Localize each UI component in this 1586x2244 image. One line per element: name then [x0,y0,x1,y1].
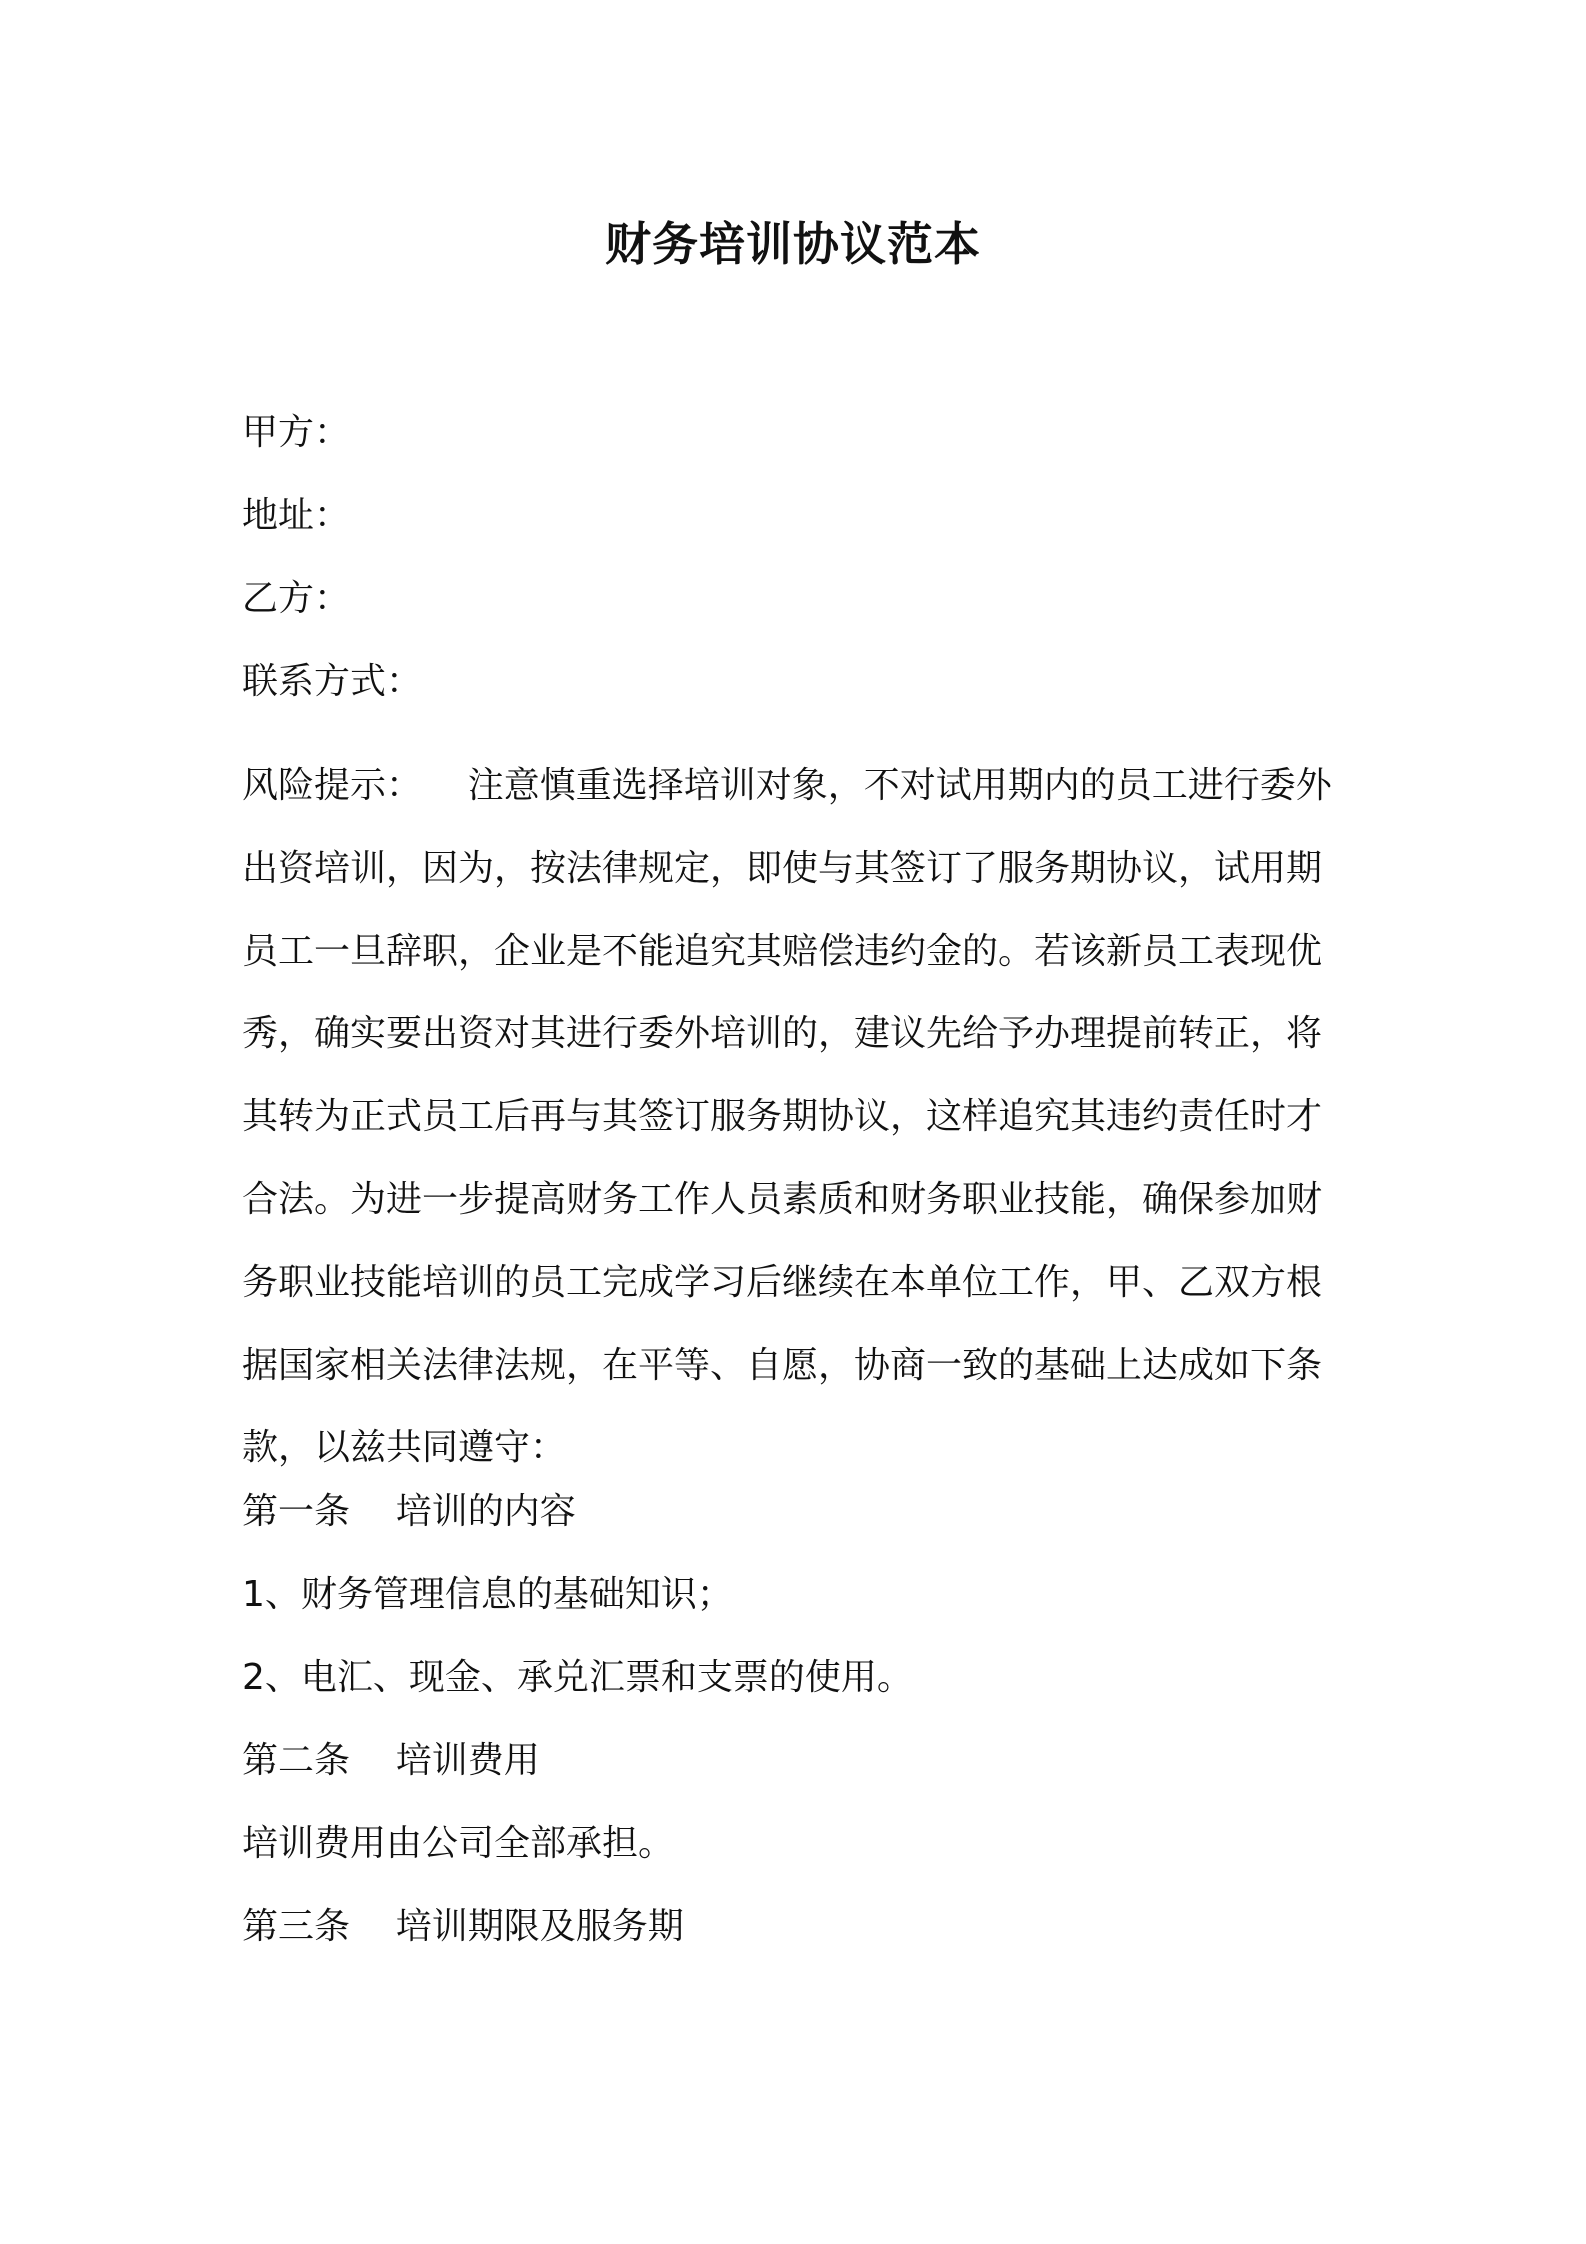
address-field: 地址： [242,495,351,536]
paragraph-line: 据国家相关法律法规，在平等、自愿，协商一致的基础上达成如下条 [242,1344,1323,1386]
paragraph-line: 合法。为进一步提高财务工作人员素质和财务职业技能，确保参加财 [242,1178,1323,1220]
article-2-body: 培训费用由公司全部承担。 [242,1823,675,1864]
paragraph-line: 秀，确实要出资对其进行委外培训的，建议先给予办理提前转正，将 [242,1013,1323,1055]
article-2-heading: 第二条 培训费用 [242,1740,540,1781]
paragraph-line: 出资培训，因为，按法律规定，即使与其签订了服务期协议，试用期 [242,847,1323,889]
article-1-item-2: 2、电汇、现金、承兑汇票和支票的使用。 [242,1657,913,1698]
contact-field: 联系方式： [242,661,423,702]
paragraph-line: 款，以兹共同遵守： [242,1427,567,1469]
article-3-heading: 第三条 培训期限及服务期 [242,1906,684,1947]
paragraph-line: 风险提示： 注意慎重选择培训对象，不对试用期内的员工进行委外 [242,765,1332,806]
article-1-item-1: 1、财务管理信息的基础知识； [242,1574,733,1615]
party-a-field: 甲方： [242,412,351,453]
risk-paragraph [242,745,1357,1490]
paragraph-line: 员工一旦辞职，企业是不能追究其赔偿违约金的。若该新员工表现优 [242,930,1323,972]
article-1-heading: 第一条 培训的内容 [242,1491,576,1532]
document-title: 财务培训协议范本 [605,217,981,271]
paragraph-line: 其转为正式员工后再与其签订服务期协议，这样追究其违约责任时才 [242,1096,1323,1138]
paragraph-line: 务职业技能培训的员工完成学习后继续在本单位工作，甲、乙双方根 [242,1261,1323,1303]
party-b-field: 乙方： [242,578,351,619]
